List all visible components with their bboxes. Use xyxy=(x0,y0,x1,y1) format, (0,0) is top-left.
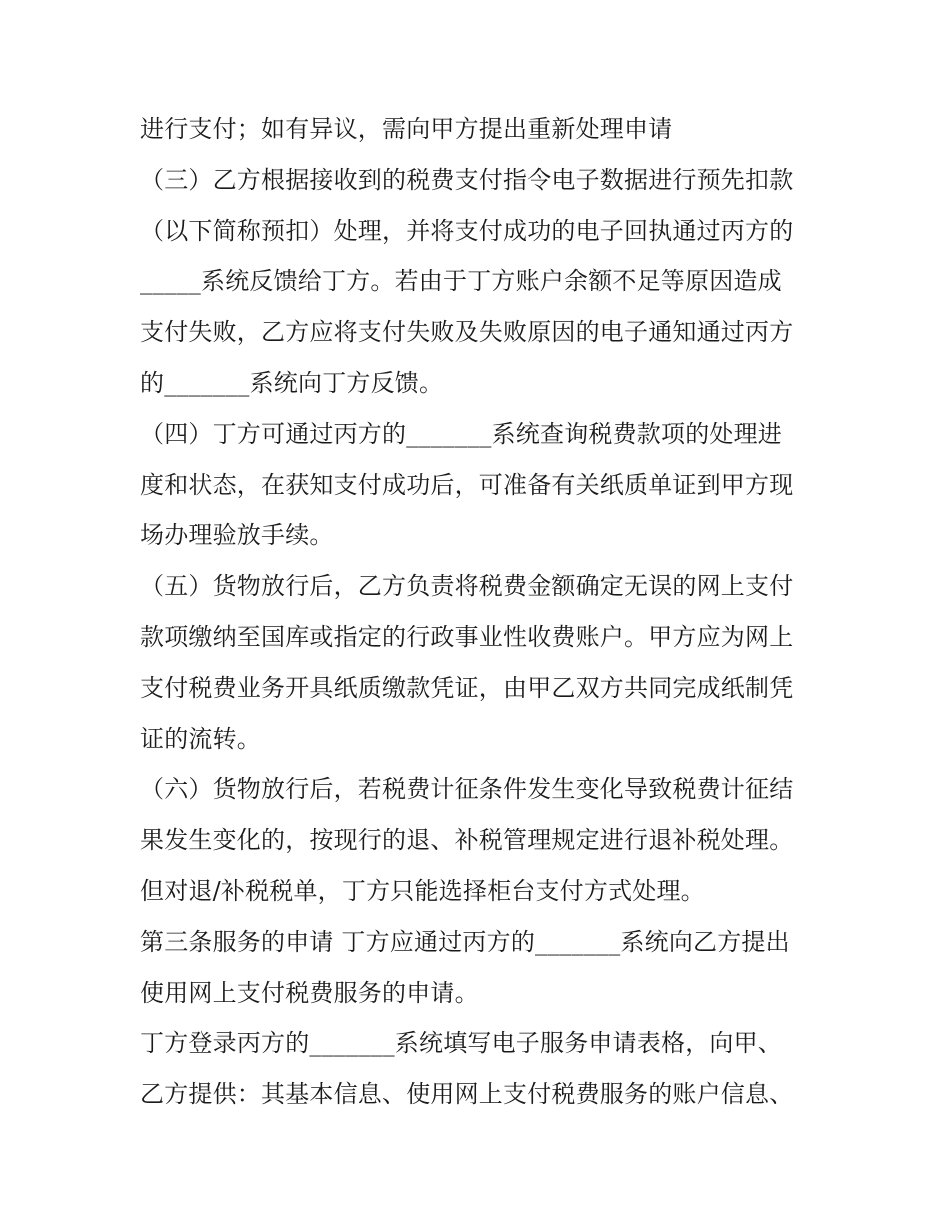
text-line: 证的流转。 xyxy=(140,724,261,753)
text-line: 第三条服务的申请 丁方应通过丙方的_______系统向乙方提出 xyxy=(140,927,790,956)
text-line: （以下简称预扣）处理，并将支付成功的电子回执通过丙方的 xyxy=(140,216,794,245)
text-line: 款项缴纳至国库或指定的行政事业性收费账户。甲方应为网上 xyxy=(140,622,794,651)
text-line: 支付失败，乙方应将支付失败及失败原因的电子通知通过丙方 xyxy=(140,318,794,347)
text-line: 丁方登录丙方的_______系统填写电子服务申请表格，向甲、 xyxy=(140,1029,782,1058)
text-line: 果发生变化的，按现行的退、补税管理规定进行退补税处理。 xyxy=(140,826,794,855)
text-line: （三）乙方根据接收到的税费支付指令电子数据进行预先扣款 xyxy=(140,165,794,194)
text-line: 使用网上支付税费服务的申请。 xyxy=(140,978,479,1007)
text-line: 支付税费业务开具纸质缴款凭证，由甲乙双方共同完成纸制凭 xyxy=(140,673,794,702)
text-line: _____系统反馈给丁方。若由于丁方账户余额不足等原因造成 xyxy=(140,267,782,296)
text-line: （五）货物放行后，乙方负责将税费金额确定无误的网上支付 xyxy=(140,572,794,601)
text-line: 乙方提供：其基本信息、使用网上支付税费服务的账户信息、 xyxy=(140,1080,794,1109)
text-line: 的_______系统向丁方反馈。 xyxy=(140,368,444,397)
text-line: （六）货物放行后，若税费计征条件发生变化导致税费计征结 xyxy=(140,775,794,804)
text-line: （四）丁方可通过丙方的_______系统查询税费款项的处理进 xyxy=(140,419,782,448)
text-line: 度和状态，在获知支付成功后，可准备有关纸质单证到甲方现 xyxy=(140,470,794,499)
text-line: 但对退/补税税单，丁方只能选择柜台支付方式处理。 xyxy=(140,876,705,905)
text-line: 进行支付；如有异议，需向甲方提出重新处理申请 xyxy=(140,115,673,143)
text-line: 场办理验放手续。 xyxy=(140,521,334,550)
document-body xyxy=(140,104,820,1120)
